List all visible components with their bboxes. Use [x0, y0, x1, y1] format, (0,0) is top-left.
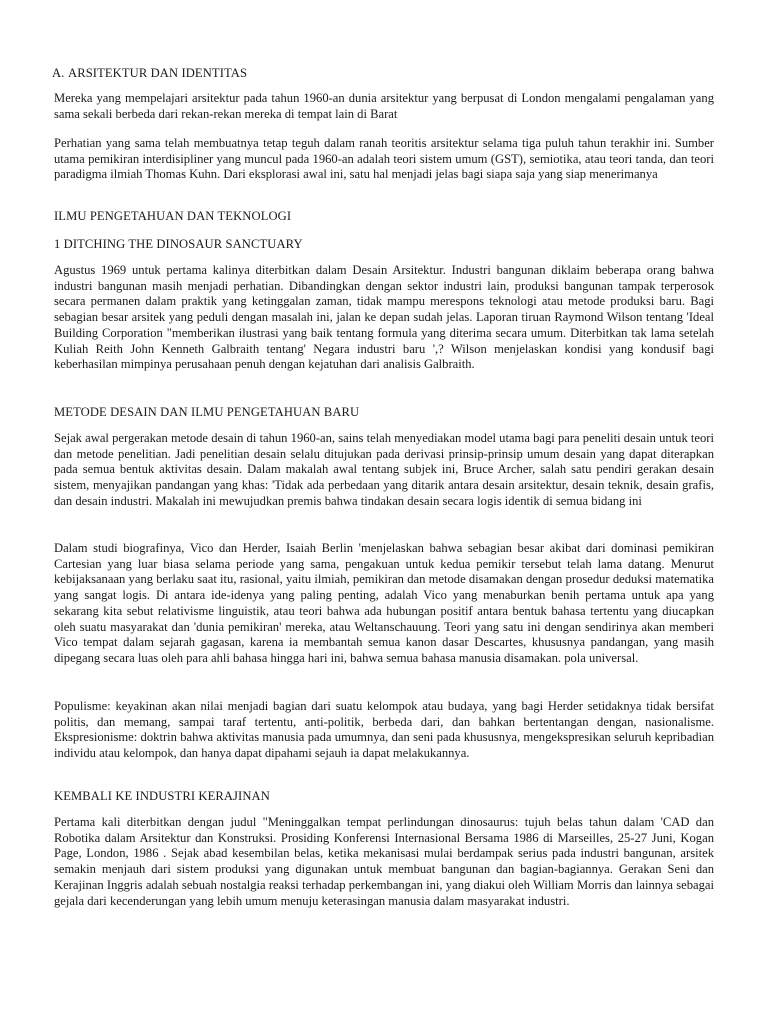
paragraph-3: Agustus 1969 untuk pertama kalinya diterbitkan dalam Desain Arsitektur. Industri bangunan diklaim beberapa orang bahwa industri bangunan masih menjadi perhatian. Dibandingkan dengan sektor industri lain, produksi bangunan tampak terperosok secara permanen dalam praktik yang ketinggalan zaman, tidak mampu merespons teknologi atau metode produksi baru. Bagi sebagian besar arsitek yang peduli dengan masalah ini, jalan ke depan sudah jelas. Laporan tiruan Raymond Wilson tentang 'Ideal Building Corporation "memberikan ilustrasi yang baik tentang formula yang diterima secara umum. Diterbitkan tak lama setelah Kuliah Reith John Kenneth Galbraith tentang' Negara industri baru ',? Wilson menjelaskan kondisi yang kondusif bagi keberhasilan mimpinya perusahaan penuh dengan kejatuhan dari analisis Galbraith. [54, 263, 714, 372]
paragraph-4: Sejak awal pergerakan metode desain di tahun 1960-an, sains telah menyediakan model utama bagi para peneliti desain untuk teori dan metode penelitian. Jadi penelitian desain selalu ditujukan pada derivasi prinsip-prinsip umum desain yang dapat diterapkan pada semua bentuk aktivitas desain. Dalam makalah awal tentang subjek ini, Bruce Archer, salah satu pendiri gerakan desain sistem, menyajikan pandangan yang khas: 'Tidak ada perbedaan yang ditarik antara desain arsitektur, desain teknik, desain grafis, dan desain industri. Makalah ini mewujudkan premis bahwa tindakan desain secara logis identik di semua bidang ini [54, 431, 714, 508]
heading-ilmu-pengetahuan: ILMU PENGETAHUAN DAN TEKNOLOGI [54, 209, 292, 223]
paragraph-2: Perhatian yang sama telah membuatnya tetap teguh dalam ranah teoritis arsitektur selama tiga puluh tahun terakhir ini. Sumber utama pemikiran interdisipliner yang muncul pada 1960-an adalah teori sistem umum (GST), semiotika, atau teori tanda, dan teori paradigma ilmiah Thomas Kuhn. Dari eksplorasi awal ini, satu hal menjadi jelas bagi siapa saja yang siap menerimanya [54, 136, 714, 182]
heading-kembali-kerajinan: KEMBALI KE INDUSTRI KERAJINAN [54, 789, 270, 803]
paragraph-7: Pertama kali diterbitkan dengan judul "Meninggalkan tempat perlindungan dinosaurus: tujuh belas tahun dalam 'CAD dan Robotika dalam Arsitektur dan Konstruksi. Prosiding Konferensi Internasional Bersama 1986 di Marseilles, 25-27 Juni, Kogan Page, London, 1986 . Sejak abad kesembilan belas, ketika mekanisasi mulai berdampak serius pada industri bangunan, arsitek semakin menjauh dari sistem produksi yang digunakan untuk membuat bangunan dan bagian-bagiannya. Gerakan Seni dan Kerajinan Inggris adalah sebuah nostalgia reaksi terhadap perkembangan ini, yang diakui oleh William Morris dan lainnya sebagai gejala dari kecenderungan yang lebih umum menuju keterasingan manusia dalam masyarakat industri. [54, 815, 714, 908]
heading-ditching-dinosaur: 1 DITCHING THE DINOSAUR SANCTUARY [54, 237, 303, 251]
heading-metode-desain: METODE DESAIN DAN ILMU PENGETAHUAN BARU [54, 405, 360, 419]
section-title: ARSITEKTUR DAN IDENTITAS [68, 66, 248, 80]
paragraph-1: Mereka yang mempelajari arsitektur pada tahun 1960-an dunia arsitektur yang berpusat di London mengalami pengalaman yang sama sekali berbeda dari rekan-rekan mereka di tempat lain di Barat [54, 91, 714, 121]
paragraph-6: Populisme: keyakinan akan nilai menjadi bagian dari suatu kelompok atau budaya, yang bagi Herder setidaknya tidak bersifat politis, dan memang, sampai taraf tertentu, anti-politik, berbeda dari, dan bahkan bertentangan dengan, nasionalisme. Ekspresionisme: doktrin bahwa aktivitas manusia pada umumnya, dan seni pada khususnya, mengekspresikan seluruh kepribadian individu atau kelompok, dan hanya dapat dipahami sejauh ia dapat melakukannya. [54, 699, 714, 761]
section-heading-arsitektur [52, 66, 712, 82]
section-marker: A. [52, 66, 65, 80]
paragraph-5: Dalam studi biografinya, Vico dan Herder, Isaiah Berlin 'menjelaskan bahwa sebagian besar akibat dari dominasi pemikiran Cartesian yang luar biasa selama periode yang sama, pengakuan untuk kedua pemikir tersebut telah lama datang. Menurut kebijaksanaan yang berlaku saat itu, rasional, yaitu ilmiah, pemikiran dan metode disamakan dengan prosedur deduksi matematika yang sangat logis. Di antara ide-idenya yang paling penting, adalah Vico yang menaburkan benih pertama untuk apa yang sekarang kita sebut relativisme linguistik, atau teori bahwa ada hubungan positif antara bentuk bahasa tertentu yang diucapkan oleh suatu masyarakat dan 'dunia pemikiran' mereka, atau Weltanschauung. Teori yang satu ini dengan sendirinya akan memberi Vico tempat dalam sejarah gagasan, karena ia membantah semua kanon dasar Descartes, khususnya pandangan, yang masih dipegang secara luas oleh para ahli bahasa hingga hari ini, bahwa semua bahasa manusia disamakan. pola universal. [54, 541, 714, 665]
